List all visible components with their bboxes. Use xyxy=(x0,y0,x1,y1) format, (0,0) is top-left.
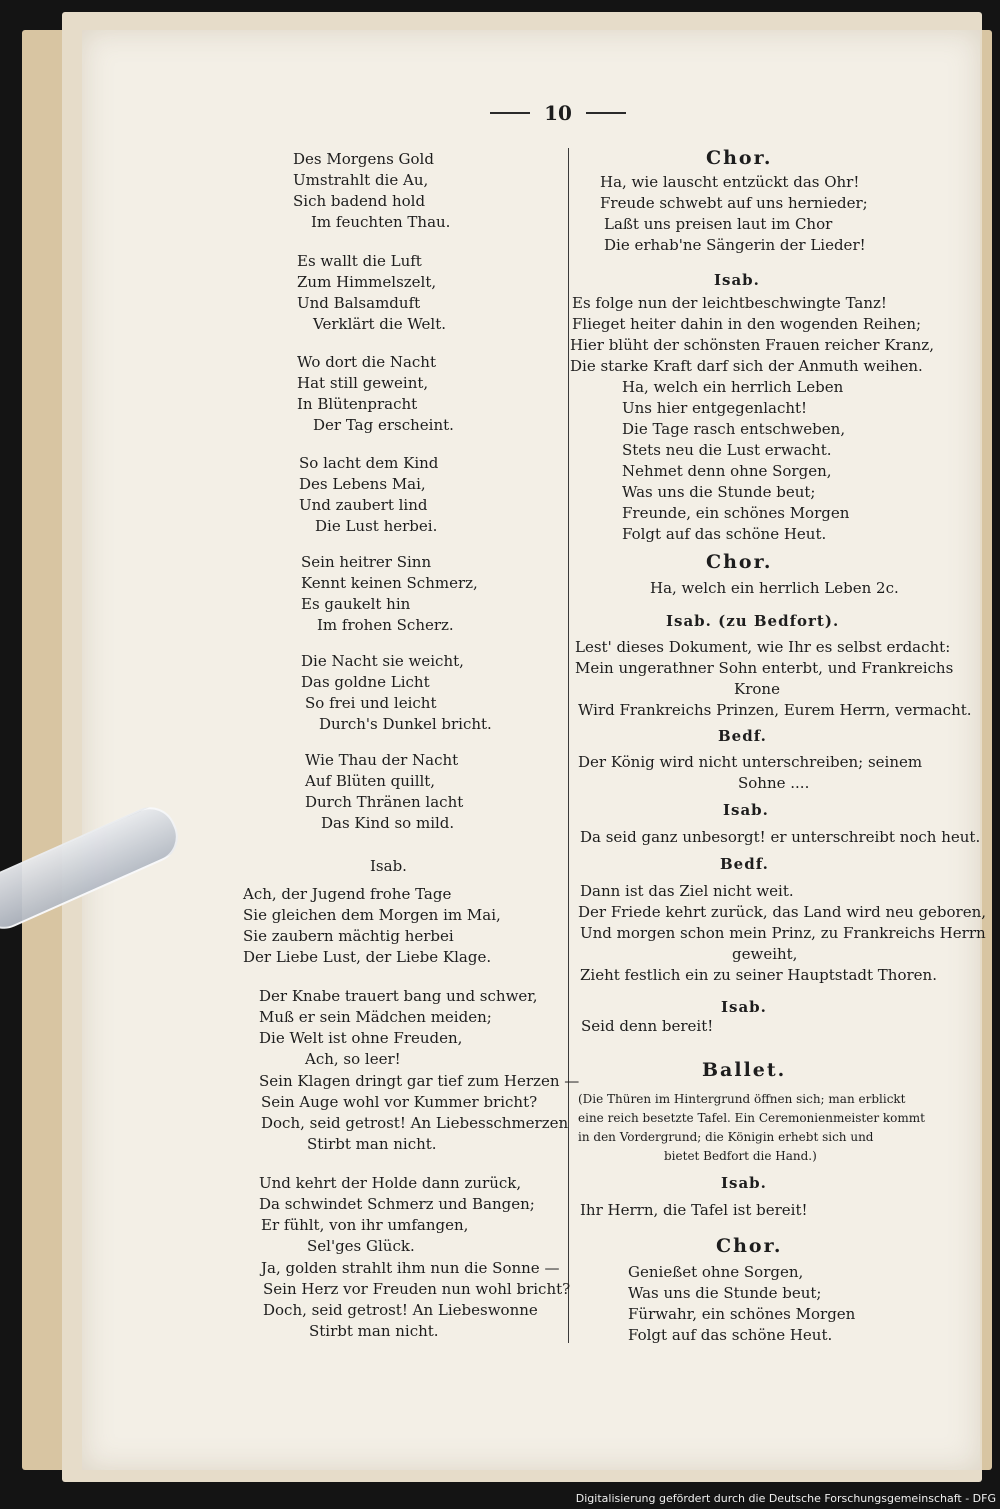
footer-credit: Digitalisierung gefördert durch die Deutsche Forschungsgemeinschaft - DFG xyxy=(575,1492,996,1505)
verse-line: Des Morgens Gold xyxy=(293,150,434,168)
verse-line: Doch, seid getrost! An Liebesschmerzen xyxy=(261,1114,569,1132)
verse-line: Und kehrt der Holde dann zurück, xyxy=(259,1174,522,1192)
verse-line: So lacht dem Kind xyxy=(299,454,439,472)
verse-line: Der Friede kehrt zurück, das Land wird neu geboren, xyxy=(578,903,987,921)
verse-line: Da seid ganz unbesorgt! er unterschreibt noch heut. xyxy=(580,828,981,846)
verse-line: Die Welt ist ohne Freuden, xyxy=(259,1029,463,1047)
verse-line: Kennt keinen Schmerz, xyxy=(301,574,478,592)
verse-line: Sein Klagen dringt gar tief zum Herzen — xyxy=(259,1072,580,1090)
verse-line: Ach, so leer! xyxy=(305,1050,401,1068)
verse-line: Genießet ohne Sorgen, xyxy=(628,1263,804,1281)
speaker-heading: Isab. xyxy=(721,1174,767,1192)
verse-line: Der Liebe Lust, der Liebe Klage. xyxy=(243,948,492,966)
verse-line: Das Kind so mild. xyxy=(321,814,455,832)
verse-line: Stirbt man nicht. xyxy=(307,1135,437,1153)
verse-line: eine reich besetzte Tafel. Ein Ceremonienmeister kommt xyxy=(578,1111,925,1125)
verse-line: Da schwindet Schmerz und Bangen; xyxy=(259,1195,535,1213)
verse-line: Die Nacht sie weicht, xyxy=(301,652,464,670)
verse-line: Es folge nun der leichtbeschwingte Tanz! xyxy=(572,294,887,312)
verse-line: Der König wird nicht unterschreiben; seinem xyxy=(578,753,923,771)
verse-line: Die Tage rasch entschweben, xyxy=(622,420,846,438)
verse-line: Flieget heiter dahin in den wogenden Reihen; xyxy=(572,315,922,333)
speaker-heading: Chor. xyxy=(716,1235,783,1257)
verse-line: Durch's Dunkel bricht. xyxy=(319,715,492,733)
verse-line: Isab. xyxy=(370,857,407,875)
verse-line: Wo dort die Nacht xyxy=(297,353,436,371)
verse-line: Ja, golden strahlt ihm nun die Sonne — xyxy=(261,1259,560,1277)
speaker-heading: Isab. (zu Bedfort). xyxy=(666,612,840,630)
verse-line: Zum Himmelszelt, xyxy=(297,273,437,291)
verse-line: Hier blüht der schönsten Frauen reicher Kranz, xyxy=(570,336,934,354)
verse-line: Folgt auf das schöne Heut. xyxy=(628,1326,833,1344)
verse-line: Und morgen schon mein Prinz, zu Frankreichs Herrn xyxy=(580,924,986,942)
verse-line: Was uns die Stunde beut; xyxy=(622,483,816,501)
verse-line: in den Vordergrund; die Königin erhebt sich und xyxy=(578,1130,874,1144)
verse-line: Umstrahlt die Au, xyxy=(293,171,429,189)
verse-line: Des Lebens Mai, xyxy=(299,475,426,493)
verse-line: Was uns die Stunde beut; xyxy=(628,1284,822,1302)
verse-line: Und zaubert lind xyxy=(299,496,428,514)
verse-line: Wird Frankreichs Prinzen, Eurem Herrn, vermacht. xyxy=(578,701,972,719)
verse-line: Im feuchten Thau. xyxy=(311,213,451,231)
verse-line: Sie gleichen dem Morgen im Mai, xyxy=(243,906,501,924)
verse-line: Durch Thränen lacht xyxy=(305,793,464,811)
verse-line: Fürwahr, ein schönes Morgen xyxy=(628,1305,856,1323)
verse-line: Sich badend hold xyxy=(293,192,426,210)
verse-line: Freunde, ein schönes Morgen xyxy=(622,504,850,522)
verse-line: Freude schwebt auf uns hernieder; xyxy=(600,194,868,212)
verse-line: So frei und leicht xyxy=(305,694,437,712)
verse-line: Ha, wie lauscht entzückt das Ohr! xyxy=(600,173,860,191)
verse-line: Ha, welch ein herrlich Leben 2c. xyxy=(650,579,899,597)
verse-line: Es gaukelt hin xyxy=(301,595,411,613)
verse-line: Die Lust herbei. xyxy=(315,517,438,535)
verse-line: Laßt uns preisen laut im Chor xyxy=(604,215,833,233)
verse-line: Sohne .... xyxy=(738,774,810,792)
header-dash-left xyxy=(490,112,530,114)
speaker-heading: Isab. xyxy=(714,271,760,289)
speaker-heading: Bedf. xyxy=(720,855,769,873)
verse-line: geweiht, xyxy=(732,945,798,963)
verse-line: Muß er sein Mädchen meiden; xyxy=(259,1008,492,1026)
verse-line: Wie Thau der Nacht xyxy=(305,751,459,769)
verse-line: Mein ungerathner Sohn enterbt, und Frankreichs xyxy=(575,659,954,677)
verse-line: Uns hier entgegenlacht! xyxy=(622,399,808,417)
verse-line: Die starke Kraft darf sich der Anmuth weihen. xyxy=(570,357,923,375)
verse-line: Dann ist das Ziel nicht weit. xyxy=(580,882,794,900)
verse-line: Es wallt die Luft xyxy=(297,252,422,270)
speaker-heading: Chor. xyxy=(706,147,773,169)
verse-line: Der Knabe trauert bang und schwer, xyxy=(259,987,538,1005)
verse-line: Ach, der Jugend frohe Tage xyxy=(243,885,452,903)
verse-line: Krone xyxy=(734,680,780,698)
verse-line: Stirbt man nicht. xyxy=(309,1322,439,1340)
column-divider xyxy=(568,148,569,1343)
verse-line: Seid denn bereit! xyxy=(581,1017,714,1035)
verse-line: Ha, welch ein herrlich Leben xyxy=(622,378,844,396)
verse-line: Sein Auge wohl vor Kummer bricht? xyxy=(261,1093,538,1111)
verse-line: Doch, seid getrost! An Liebeswonne xyxy=(263,1301,538,1319)
verse-line: Sein heitrer Sinn xyxy=(301,553,432,571)
verse-line: Und Balsamduft xyxy=(297,294,421,312)
verse-line: Er fühlt, von ihr umfangen, xyxy=(261,1216,469,1234)
verse-line: Lest' dieses Dokument, wie Ihr es selbst erdacht: xyxy=(575,638,951,656)
verse-line: Die erhab'ne Sängerin der Lieder! xyxy=(604,236,866,254)
verse-line: Das goldne Licht xyxy=(301,673,430,691)
verse-line: Verklärt die Welt. xyxy=(313,315,447,333)
speaker-heading: Bedf. xyxy=(718,727,767,745)
verse-line: Der Tag erscheint. xyxy=(313,416,454,434)
speaker-heading: Isab. xyxy=(723,801,769,819)
page-header xyxy=(478,98,638,128)
verse-line: Nehmet denn ohne Sorgen, xyxy=(622,462,832,480)
verse-line: Hat still geweint, xyxy=(297,374,429,392)
verse-line: Zieht festlich ein zu seiner Hauptstadt Thoren. xyxy=(580,966,937,984)
verse-line: Sie zaubern mächtig herbei xyxy=(243,927,454,945)
verse-line: bietet Bedfort die Hand.) xyxy=(664,1149,817,1163)
page-number: 10 xyxy=(544,101,572,125)
speaker-heading: Isab. xyxy=(721,998,767,1016)
verse-line: Sel'ges Glück. xyxy=(307,1237,415,1255)
verse-line: Auf Blüten quillt, xyxy=(305,772,436,790)
verse-line: Sein Herz vor Freuden nun wohl bricht? xyxy=(263,1280,571,1298)
header-dash-right xyxy=(586,112,626,114)
verse-line: Stets neu die Lust erwacht. xyxy=(622,441,832,459)
speaker-heading: Ballet. xyxy=(702,1059,787,1081)
verse-line: In Blütenpracht xyxy=(297,395,418,413)
verse-line: Folgt auf das schöne Heut. xyxy=(622,525,827,543)
verse-line: Im frohen Scherz. xyxy=(317,616,454,634)
verse-line: (Die Thüren im Hintergrund öffnen sich; man erblickt xyxy=(578,1092,906,1106)
verse-line: Ihr Herrn, die Tafel ist bereit! xyxy=(580,1201,808,1219)
speaker-heading: Chor. xyxy=(706,551,773,573)
